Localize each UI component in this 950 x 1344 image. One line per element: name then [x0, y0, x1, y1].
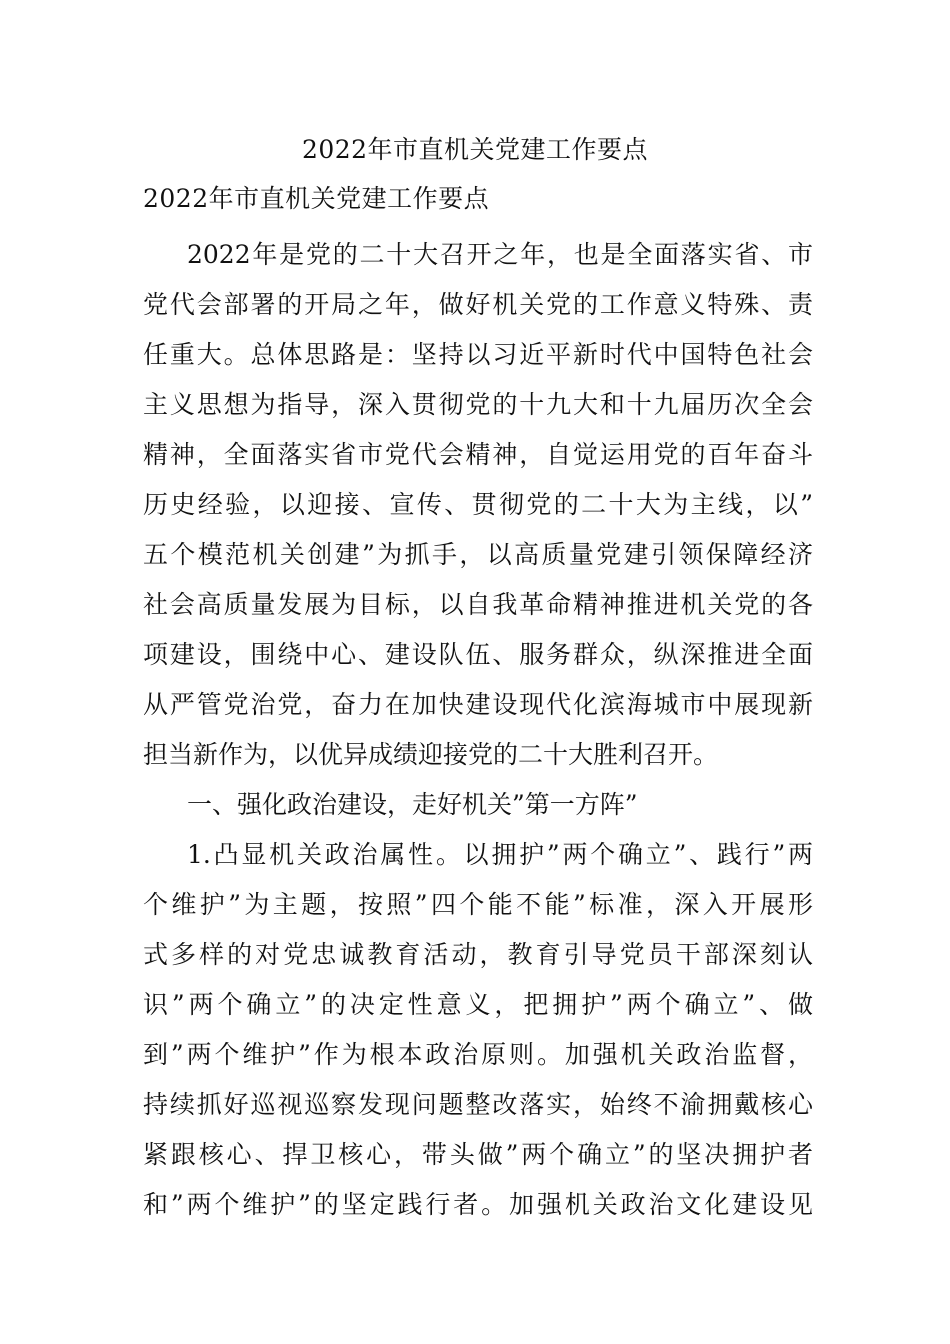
section-heading: 一、强化政治建设，走好机关”第一方阵”	[187, 790, 638, 819]
paragraph-line: 1.凸显机关政治属性。以拥护”两个确立”、践行”两	[187, 840, 813, 869]
paragraph-line: 到”两个维护”作为根本政治原则。加强机关政治监督，	[143, 1040, 813, 1069]
document-subtitle: 2022年市直机关党建工作要点	[143, 184, 490, 213]
paragraph-line: 精神，全面落实省市党代会精神，自觉运用党的百年奋斗	[143, 440, 813, 469]
paragraph-line: 紧跟核心、捍卫核心，带头做”两个确立”的坚决拥护者	[143, 1140, 813, 1169]
paragraph-line: 党代会部署的开局之年，做好机关党的工作意义特殊、责	[143, 290, 813, 319]
paragraph-line: 担当新作为，以优异成绩迎接党的二十大胜利召开。	[143, 740, 719, 769]
paragraph-line: 项建设，围绕中心、建设队伍、服务群众，纵深推进全面	[143, 640, 813, 669]
paragraph-line: 任重大。总体思路是：坚持以习近平新时代中国特色社会	[143, 340, 813, 369]
paragraph-line: 社会高质量发展为目标，以自我革命精神推进机关党的各	[143, 590, 813, 619]
paragraph-line: 历史经验，以迎接、宣传、贯彻党的二十大为主线，以”	[143, 490, 813, 519]
paragraph-line: 五个模范机关创建”为抓手，以高质量党建引领保障经济	[143, 540, 813, 569]
paragraph-line: 从严管党治党，奋力在加快建设现代化滨海城市中展现新	[143, 690, 813, 719]
paragraph-line: 识”两个确立”的决定性意义，把拥护”两个确立”、做	[143, 990, 813, 1019]
paragraph-line: 式多样的对党忠诚教育活动，教育引导党员干部深刻认	[143, 940, 813, 969]
paragraph-line: 个维护”为主题，按照”四个能不能”标准，深入开展形	[143, 890, 813, 919]
paragraph-line: 和”两个维护”的坚定践行者。加强机关政治文化建设见	[143, 1190, 813, 1219]
document-body	[143, 230, 813, 1230]
paragraph-line: 2022年是党的二十大召开之年，也是全面落实省、市	[187, 240, 813, 269]
paragraph-line: 主义思想为指导，深入贯彻党的十九大和十九届历次全会	[143, 390, 813, 419]
paragraph-line: 持续抓好巡视巡察发现问题整改落实，始终不渝拥戴核心	[143, 1090, 813, 1119]
document-title: 2022年市直机关党建工作要点	[301, 135, 649, 164]
